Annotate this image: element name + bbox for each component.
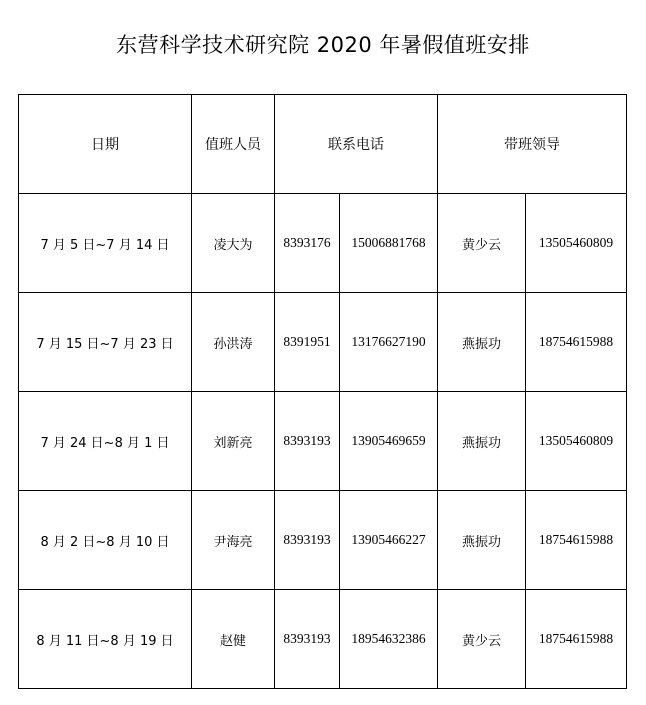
staff-cell: 刘新亮 [192, 392, 275, 491]
header-phone: 联系电话 [275, 95, 438, 194]
mobile-cell: 18954632386 [340, 590, 438, 689]
office-phone-cell: 8393193 [275, 392, 340, 491]
table-row [19, 590, 627, 689]
leader-cell: 燕振功 [438, 392, 526, 491]
table-row [19, 392, 627, 491]
staff-cell: 赵健 [192, 590, 275, 689]
staff-cell: 尹海亮 [192, 491, 275, 590]
leader-phone-cell: 13505460809 [526, 392, 627, 491]
date-cell: 7 月 15 日~7 月 23 日 [19, 293, 192, 392]
office-phone-cell: 8391951 [275, 293, 340, 392]
leader-cell: 黄少云 [438, 194, 526, 293]
leader-cell: 燕振功 [438, 491, 526, 590]
duty-schedule-table [18, 94, 627, 689]
leader-cell: 黄少云 [438, 590, 526, 689]
office-phone-cell: 8393176 [275, 194, 340, 293]
leader-phone-cell: 13505460809 [526, 194, 627, 293]
header-date: 日期 [19, 95, 192, 194]
mobile-cell: 13176627190 [340, 293, 438, 392]
header-leader: 带班领导 [438, 95, 627, 194]
office-phone-cell: 8393193 [275, 590, 340, 689]
page-title: 东营科学技术研究院 2020 年暑假值班安排 [116, 33, 530, 57]
mobile-cell: 13905469659 [340, 392, 438, 491]
mobile-cell: 15006881768 [340, 194, 438, 293]
leader-phone-cell: 18754615988 [526, 293, 627, 392]
date-cell: 8 月 2 日~8 月 10 日 [19, 491, 192, 590]
date-cell: 7 月 24 日~8 月 1 日 [19, 392, 192, 491]
staff-cell: 凌大为 [192, 194, 275, 293]
leader-cell: 燕振功 [438, 293, 526, 392]
table-row [19, 194, 627, 293]
header-staff: 值班人员 [192, 95, 275, 194]
date-cell: 7 月 5 日~7 月 14 日 [19, 194, 192, 293]
leader-phone-cell: 18754615988 [526, 590, 627, 689]
mobile-cell: 13905466227 [340, 491, 438, 590]
table-header-row [19, 95, 627, 194]
table-row [19, 491, 627, 590]
office-phone-cell: 8393193 [275, 491, 340, 590]
staff-cell: 孙洪涛 [192, 293, 275, 392]
table-row [19, 293, 627, 392]
leader-phone-cell: 18754615988 [526, 491, 627, 590]
date-cell: 8 月 11 日~8 月 19 日 [19, 590, 192, 689]
